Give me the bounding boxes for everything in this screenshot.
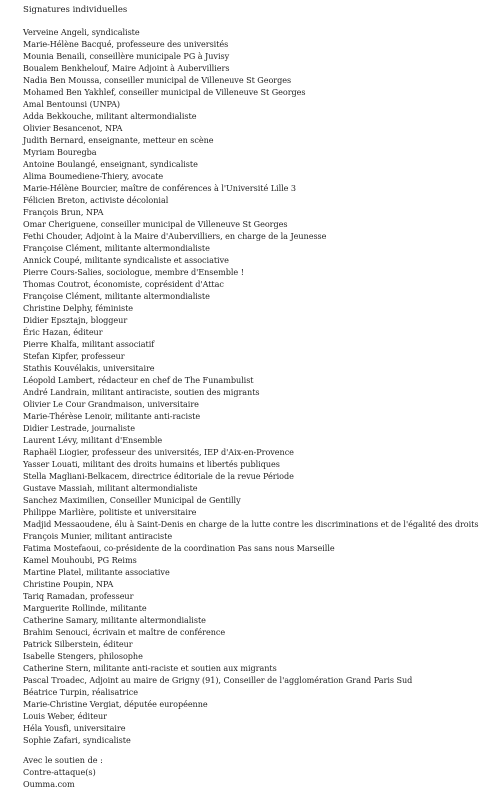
- support-section: [23, 754, 484, 790]
- signature-item: Christine Delphy, féministe: [23, 303, 134, 313]
- signature-item: Pascal Troadec, Adjoint au maire de Grigny (91), Conseiller de l'agglomération Grand Paris Sud: [23, 675, 413, 685]
- support-list: [23, 766, 484, 790]
- signature-item: André Landrain, militant antiraciste, soutien des migrants: [23, 387, 260, 397]
- signature-item: Béatrice Turpin, réalisatrice: [23, 687, 139, 697]
- signature-item: Adda Bekkouche, militant altermondialiste: [23, 111, 197, 121]
- signature-item: Gustave Massiah, militant altermondialiste: [23, 483, 198, 493]
- signature-item: Marguerite Rollinde, militante: [23, 603, 147, 613]
- signature-item: Stathis Kouvélakis, universitaire: [23, 363, 155, 373]
- signature-item: Fethi Chouder, Adjoint à la Maire d'Aubervilliers, en charge de la Jeunesse: [23, 231, 327, 241]
- signature-item: Raphaël Liogier, professeur des universités, IEP d'Aix-en-Provence: [23, 447, 294, 457]
- signature-item: Amal Bentounsi (UNPA): [23, 99, 121, 109]
- signature-item: Christine Poupin, NPA: [23, 579, 114, 589]
- signature-item: Pierre Cours-Salies, sociologue, membre d'Ensemble !: [23, 267, 244, 277]
- signature-item: Marie-Hélène Bourcier, maître de conférences à l'Université Lille 3: [23, 183, 297, 193]
- signature-item: Thomas Coutrot, économiste, coprésident d'Attac: [23, 279, 224, 289]
- signature-item: Fatima Mostefaoui, co-présidente de la coordination Pas sans nous Marseille: [23, 543, 335, 553]
- signature-item: Didier Lestrade, journaliste: [23, 423, 135, 433]
- signature-item: Laurent Lévy, militant d'Ensemble: [23, 435, 163, 445]
- signature-item: Nadia Ben Moussa, conseiller municipal de Villeneuve St Georges: [23, 75, 292, 85]
- signature-item: Boualem Benkhelouf, Maire Adjoint à Aubervilliers: [23, 63, 230, 73]
- signature-item: Sanchez Maximilien, Conseiller Municipal de Gentilly: [23, 495, 241, 505]
- signature-item: Louis Weber, éditeur: [23, 711, 108, 721]
- signature-item: Yasser Louati, militant des droits humains et libertés publiques: [23, 459, 280, 469]
- signature-item: Léopold Lambert, rédacteur en chef de The Funambulist: [23, 375, 254, 385]
- signature-item: Marie-Thérèse Lenoir, militante anti-raciste: [23, 411, 201, 421]
- signature-item: Marie-Hélène Bacqué, professeure des universités: [23, 39, 229, 49]
- signature-item: Isabelle Stengers, philosophe: [23, 651, 143, 661]
- signature-item: Judith Bernard, enseignante, metteur en scène: [23, 135, 214, 145]
- page-heading: Signatures individuelles: [23, 5, 128, 15]
- signature-item: Verveine Angeli, syndicaliste: [23, 27, 140, 37]
- signature-item: Sophie Zafari, syndicaliste: [23, 735, 131, 745]
- signature-item: Madjid Messaoudene, élu à Saint-Denis en charge de la lutte contre les discriminations et de l'égalité des droits: [23, 519, 479, 529]
- signature-item: Annick Coupé, militante syndicaliste et associative: [23, 255, 229, 265]
- signatures-page: [23, 4, 484, 790]
- signature-item: Pierre Khalfa, militant associatif: [23, 339, 155, 349]
- signature-item: Patrick Silberstein, éditeur: [23, 639, 133, 649]
- signature-item: François Munier, militant antiraciste: [23, 531, 173, 541]
- signature-item: Catherine Samary, militante altermondialiste: [23, 615, 206, 625]
- signature-item: Tariq Ramadan, professeur: [23, 591, 134, 601]
- signature-item: Brahim Senouci, écrivain et maître de conférence: [23, 627, 226, 637]
- signature-item: Félicien Breton, activiste décolonial: [23, 195, 169, 205]
- signature-item: Catherine Stern, militante anti-raciste et soutien aux migrants: [23, 663, 277, 673]
- support-item: Contre-attaque(s): [23, 767, 96, 777]
- support-item: Oumma.com: [23, 779, 75, 789]
- signature-item: Marie-Christine Vergiat, députée européenne: [23, 699, 208, 709]
- signature-item: Olivier Le Cour Grandmaison, universitaire: [23, 399, 199, 409]
- signature-item: Antoine Boulangé, enseignant, syndicaliste: [23, 159, 198, 169]
- signature-item: François Brun, NPA: [23, 207, 104, 217]
- signature-item: Françoise Clément, militante altermondialiste: [23, 243, 210, 253]
- support-label: Avec le soutien de :: [23, 755, 103, 765]
- signature-item: Mohamed Ben Yakhlef, conseiller municipal de Villeneuve St Georges: [23, 87, 306, 97]
- signature-item: Alima Boumediene-Thiery, avocate: [23, 171, 164, 181]
- signature-item: Martine Platel, militante associative: [23, 567, 170, 577]
- signature-item: Mounia Benaili, conseillère municipale PG à Juvisy: [23, 51, 230, 61]
- signature-item: Kamel Mouhoubi, PG Reims: [23, 555, 137, 565]
- signature-item: Héla Yousfi, universitaire: [23, 723, 126, 733]
- signature-list: [23, 26, 484, 746]
- signature-item: Éric Hazan, éditeur: [23, 327, 103, 337]
- signature-item: Philippe Marlière, politiste et universitaire: [23, 507, 197, 517]
- signature-item: Stella Magliani-Belkacem, directrice éditoriale de la revue Période: [23, 471, 294, 481]
- signature-item: Myriam Bouregba: [23, 147, 97, 157]
- signature-item: Omar Cheriguene, conseiller municipal de Villeneuve St Georges: [23, 219, 288, 229]
- signature-item: Stefan Kipfer, professeur: [23, 351, 125, 361]
- signature-item: Françoise Clément, militante altermondialiste: [23, 291, 210, 301]
- signature-item: Didier Epsztajn, bloggeur: [23, 315, 128, 325]
- signature-item: Olivier Besancenot, NPA: [23, 123, 123, 133]
